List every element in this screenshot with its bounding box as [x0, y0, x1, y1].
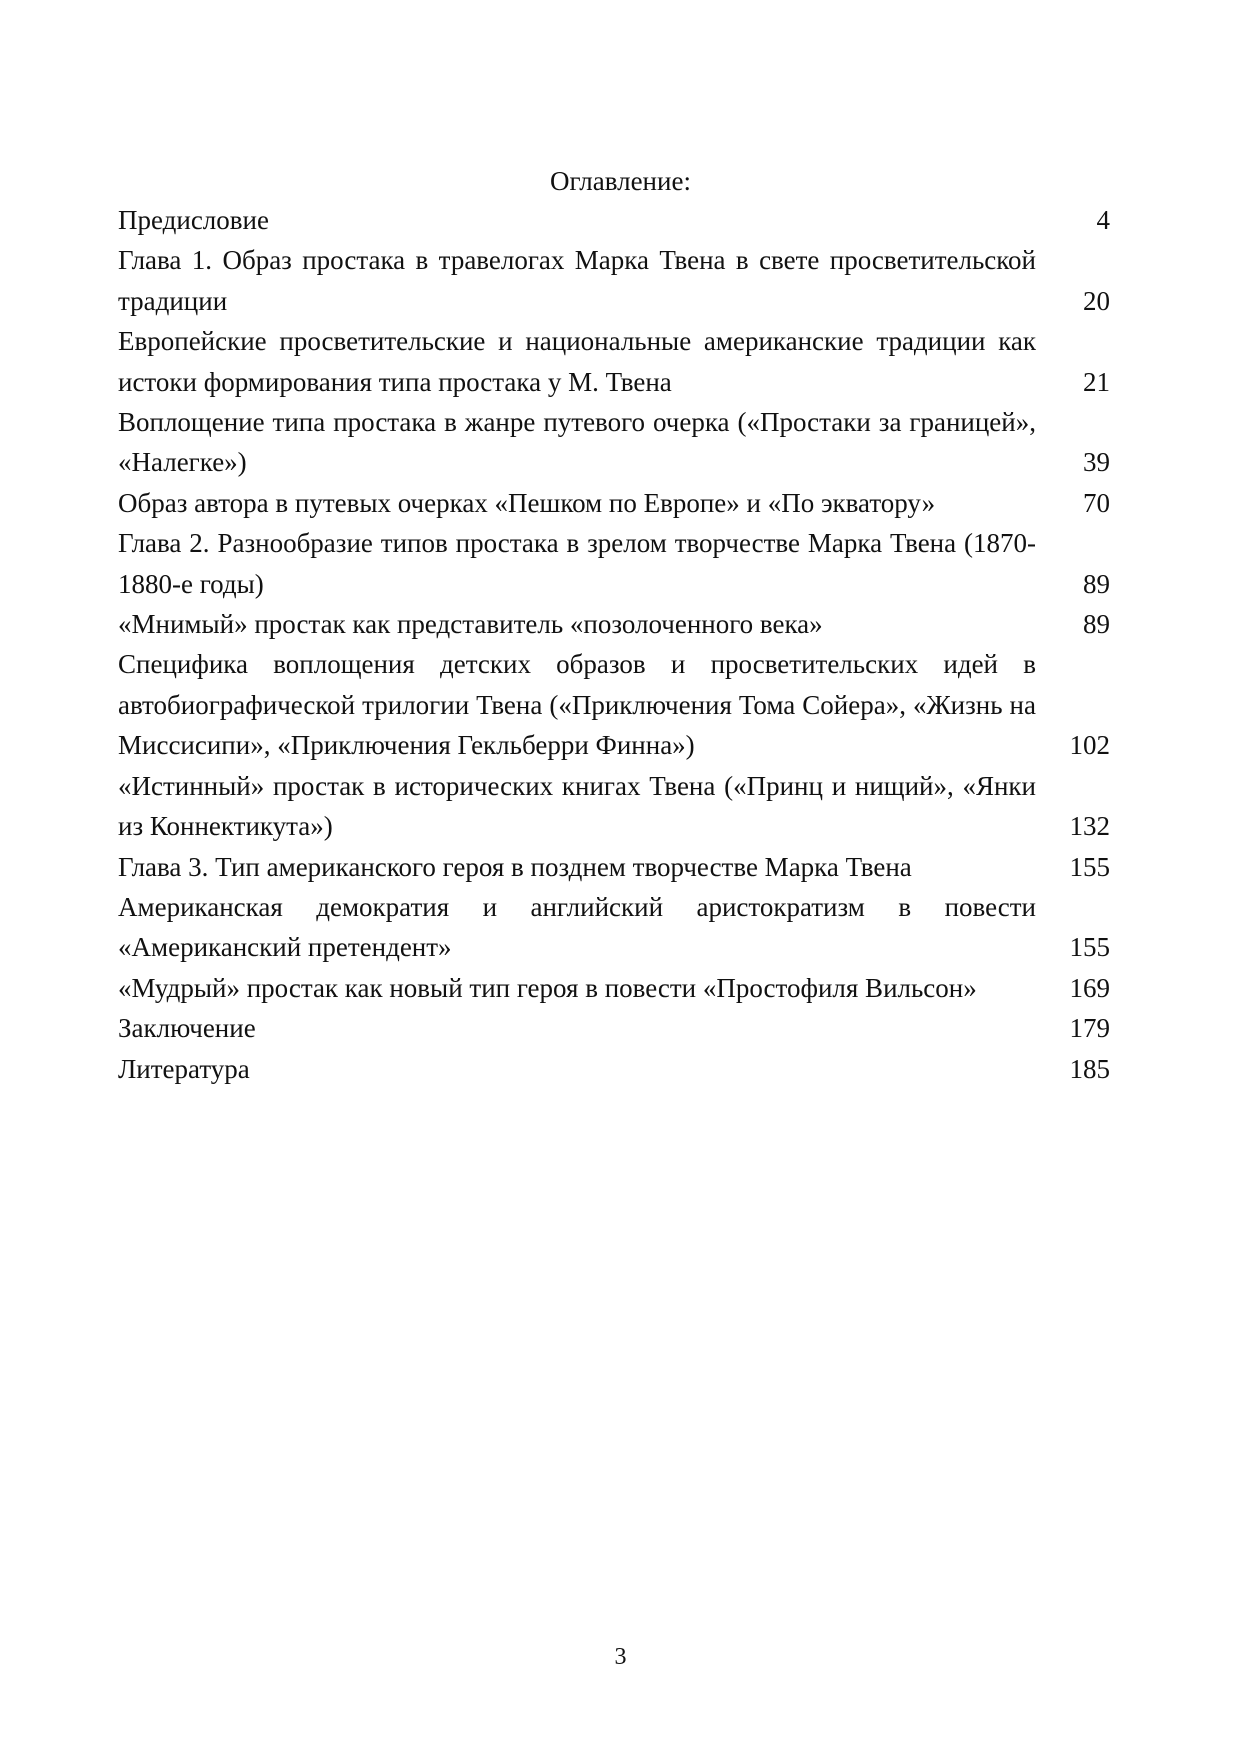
toc-entry-text: Глава 3. Тип американского героя в позднем творчестве Марка Твена	[118, 851, 912, 882]
toc-entry	[118, 968, 1110, 1008]
toc-entry	[118, 483, 1110, 523]
toc-entry-page: 20	[1083, 285, 1110, 316]
toc-entry-page: 89	[1083, 568, 1110, 599]
toc-entry	[118, 766, 1110, 847]
toc-entry-page: 179	[1069, 1013, 1110, 1044]
toc-entry-page: 155	[1069, 851, 1110, 882]
toc-entry-text: Воплощение типа простака в жанре путевого очерка («Простаки за границей», «Налегке»)	[118, 407, 1036, 478]
toc-entry-page: 39	[1083, 447, 1110, 478]
toc-entry	[118, 523, 1110, 604]
toc-entry-text: Заключение	[118, 1013, 256, 1044]
toc-entry-page: 132	[1069, 811, 1110, 842]
toc-entry	[118, 1008, 1110, 1048]
toc-entry-page: 185	[1069, 1053, 1110, 1084]
toc-entry-text: «Мудрый» простак как новый тип героя в повести «Простофиля Вильсон»	[118, 972, 977, 1003]
toc-entry-text: Американская демократия и английский аристократизм в повести «Американский претендент»	[118, 891, 1036, 963]
toc-entry-page: 21	[1083, 366, 1110, 397]
toc-entry-page: 155	[1069, 932, 1110, 963]
toc-entry-text: Литература	[118, 1053, 250, 1084]
toc-entry-text: Европейские просветительские и национальные американские традиции как истоки формирования типа простака у М. Твена	[118, 326, 1036, 397]
page-number: 3	[614, 1644, 627, 1670]
toc-entry	[118, 604, 1110, 644]
toc-title: Оглавление:	[550, 166, 691, 196]
toc-entry-text: Образ автора в путевых очерках «Пешком по Европе» и «По экватору»	[118, 487, 936, 518]
toc-entry-text: Глава 1. Образ простака в травелогах Марка Твена в свете просветительской традиции	[118, 245, 1036, 316]
toc-entry-text: Глава 2. Разнообразие типов простака в зрелом творчестве Марка Твена (1870-1880-е годы)	[118, 528, 1036, 599]
toc-entry-page: 102	[1069, 730, 1110, 761]
toc-entry-text: Специфика воплощения детских образов и просветительских идей в автобиографической трилогии Твена («Приключения Тома Сойера», «Жизнь на Миссисипи», «Приключения Гекльберри Финна»)	[118, 649, 1036, 761]
toc-entry	[118, 200, 1110, 240]
toc-entry-text: «Мнимый» простак как представитель «позолоченного века»	[118, 609, 823, 640]
toc-entry-page: 70	[1083, 487, 1110, 518]
toc-entry	[118, 240, 1110, 321]
toc-entry	[118, 847, 1110, 887]
toc-list	[118, 200, 1110, 1089]
toc-entry	[118, 402, 1110, 483]
toc-entry-page: 169	[1069, 972, 1110, 1003]
toc-entry	[118, 887, 1110, 968]
toc-entry-page: 4	[1096, 205, 1110, 235]
toc-entry	[118, 1049, 1110, 1089]
toc-entry-text: Предисловие	[118, 205, 269, 235]
toc-entry	[118, 321, 1110, 402]
toc-entry	[118, 644, 1110, 765]
toc-entry-text: «Истинный» простак в исторических книгах Твена («Принц и нищий», «Янки из Коннектикута»)	[118, 770, 1036, 842]
toc-entry-page: 89	[1083, 609, 1110, 640]
